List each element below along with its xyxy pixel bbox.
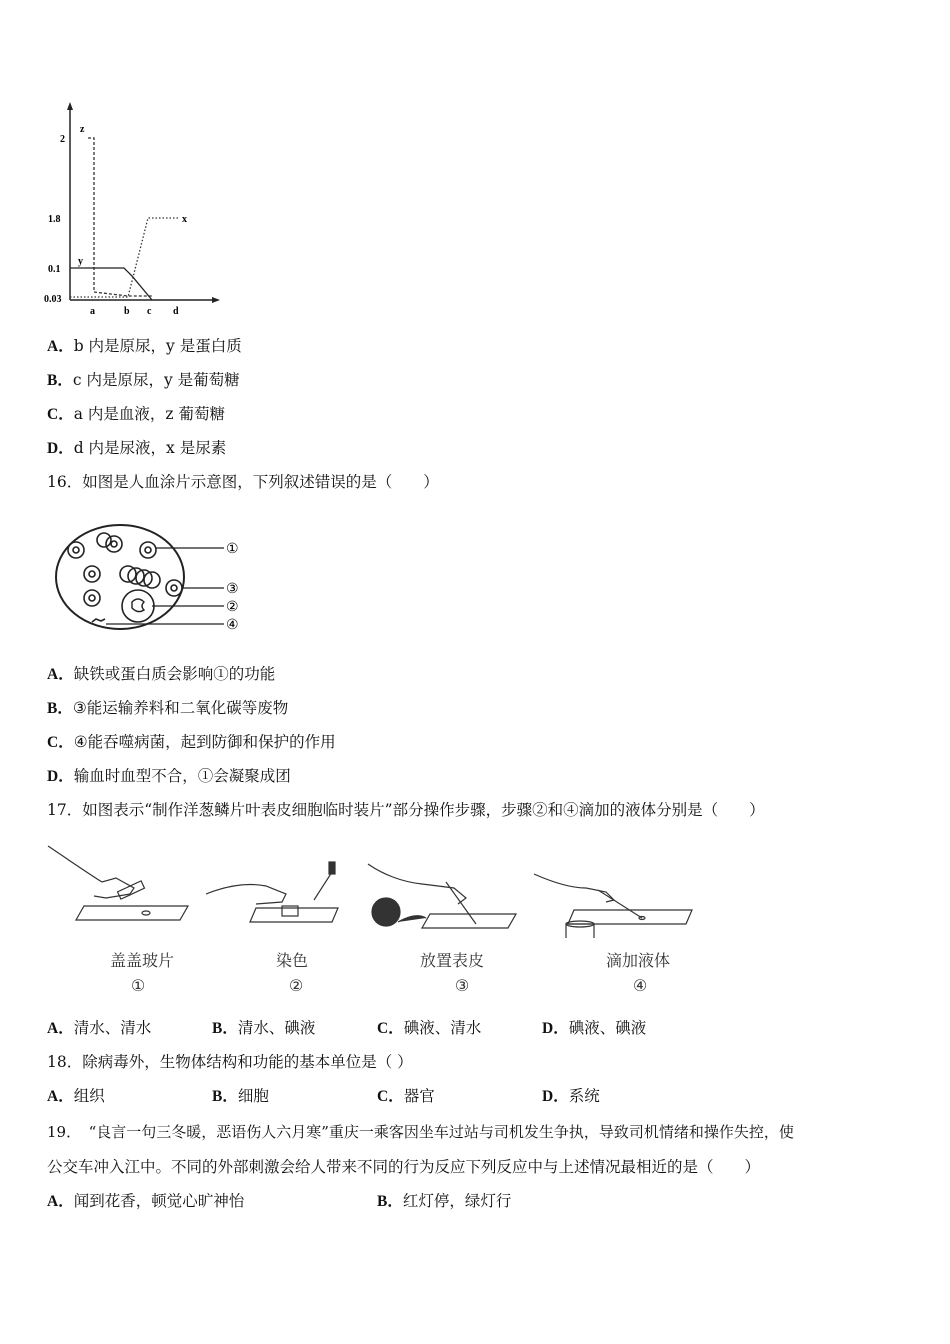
- step-4-illustration: [534, 874, 692, 938]
- step-1-name: 盖盖玻片: [109, 951, 174, 970]
- option-text: 器官: [403, 1087, 435, 1105]
- option-text: ③能运输养料和二氧化碳等废物: [72, 699, 289, 717]
- option-label: A．: [47, 1020, 74, 1037]
- q18-option-d: [542, 1086, 600, 1107]
- step-4-name: 滴加液体: [605, 951, 670, 970]
- y-tick: 0.1: [48, 264, 61, 275]
- q16-option-c: [47, 732, 336, 753]
- label-2: ②: [226, 600, 239, 615]
- option-label: B．: [47, 700, 73, 717]
- step-1-illustration: [48, 846, 188, 920]
- step-2-illustration: [206, 862, 338, 922]
- option-label: C．: [377, 1088, 404, 1105]
- option-text: c 内是原尿，y 是葡萄糖: [72, 371, 240, 389]
- option-label: B．: [212, 1088, 238, 1105]
- curve-label-y: y: [78, 256, 83, 267]
- curve-y: [70, 268, 152, 300]
- x-tick: b: [124, 306, 130, 317]
- option-label: C．: [377, 1020, 404, 1037]
- platelets: [92, 619, 105, 622]
- step-1-number: ①: [130, 976, 146, 995]
- x-axis-arrow: [212, 297, 220, 303]
- step-4-number: ④: [632, 976, 648, 995]
- option-text: b 内是原尿，y 是蛋白质: [73, 337, 242, 355]
- option-text: 清水、碘液: [237, 1019, 316, 1037]
- option-text: 清水、清水: [73, 1019, 152, 1037]
- option-text: 细胞: [237, 1087, 269, 1105]
- red-blood-cells: [68, 533, 182, 606]
- option-text: d 内是尿液，x 是尿素: [73, 439, 227, 457]
- q17-option-b: [212, 1018, 315, 1039]
- x-tick: c: [147, 306, 152, 317]
- slide-preparation-figure: [46, 838, 706, 938]
- curve-x: [70, 218, 180, 297]
- q16-stem: 16．如图是人血涂片示意图，下列叙述错误的是（ ）: [47, 473, 439, 491]
- step-2-number: ②: [288, 976, 304, 995]
- q17-option-d: [542, 1018, 646, 1039]
- q15-option-d: [47, 438, 226, 459]
- curve-label-x: x: [182, 214, 187, 225]
- option-text: 闻到花香，顿觉心旷神怡: [73, 1192, 245, 1210]
- y-tick: 0.03: [44, 294, 62, 305]
- q18-option-b: [212, 1086, 269, 1107]
- q17-option-a: [47, 1018, 151, 1039]
- option-label: D．: [47, 440, 74, 457]
- option-text: 系统: [568, 1087, 600, 1105]
- option-label: D．: [542, 1088, 569, 1105]
- q15-option-a: [47, 336, 242, 357]
- option-label: D．: [542, 1020, 569, 1037]
- q18-option-a: [47, 1086, 105, 1107]
- kidney-concentration-graph: [40, 100, 230, 320]
- q19-stem-line2: 公交车冲入江中。不同的外部刺激会给人带来不同的行为反应下列反应中与上述情况最相近的是（ ）: [47, 1158, 761, 1176]
- y-tick: 2: [60, 134, 65, 145]
- option-label: B．: [47, 372, 73, 389]
- option-text: 缺铁或蛋白质会影响①的功能: [73, 665, 276, 683]
- step-3-illustration: [368, 864, 516, 928]
- option-text: 组织: [73, 1087, 105, 1105]
- wbc-nucleus: [132, 599, 144, 612]
- y-axis-arrow: [67, 102, 73, 110]
- label-4: ④: [226, 618, 239, 633]
- option-label: C．: [47, 734, 74, 751]
- option-label: B．: [212, 1020, 238, 1037]
- label-3: ③: [226, 582, 239, 597]
- option-label: C．: [47, 406, 74, 423]
- q17-option-c: [377, 1018, 481, 1039]
- curve-label-z: z: [80, 124, 85, 135]
- option-label: B．: [377, 1193, 403, 1210]
- option-text: ④能吞噬病菌，起到防御和保护的作用: [73, 733, 336, 751]
- option-label: A．: [47, 666, 74, 683]
- q19-stem-line1: 19． “良言一句三冬暖，恶语伤人六月寒”重庆一乘客因坐车过站与司机发生争执，导致司机情绪和操作失控，使: [47, 1123, 794, 1141]
- x-tick: d: [173, 306, 179, 317]
- q15-option-b: [47, 370, 240, 391]
- option-text: 碘液、清水: [403, 1019, 482, 1037]
- option-text: a 内是血液，z 葡萄糖: [73, 405, 225, 423]
- q15-option-c: [47, 404, 225, 425]
- step-3-number: ③: [454, 976, 470, 995]
- step-2-name: 染色: [275, 951, 308, 970]
- q16-option-b: [47, 698, 288, 719]
- option-label: A．: [47, 1193, 74, 1210]
- q19-option-b: [377, 1191, 511, 1212]
- q18-option-c: [377, 1086, 435, 1107]
- step-3-name: 放置表皮: [419, 951, 484, 970]
- option-text: 输血时血型不合，①会凝聚成团: [73, 767, 291, 785]
- option-text: 碘液、碘液: [568, 1019, 647, 1037]
- label-1: ①: [226, 542, 239, 557]
- option-label: A．: [47, 1088, 74, 1105]
- option-label: D．: [47, 768, 74, 785]
- option-text: 红灯停，绿灯行: [402, 1192, 512, 1210]
- curve-z: [88, 138, 152, 296]
- q16-option-a: [47, 664, 275, 685]
- white-blood-cell: [122, 590, 154, 622]
- q18-stem: 18．除病毒外，生物体结构和功能的基本单位是（ ）: [47, 1053, 413, 1071]
- q17-stem: 17．如图表示“制作洋葱鳞片叶表皮细胞临时装片”部分操作步骤，步骤②和④滴加的液体分别是（ ）: [47, 801, 765, 819]
- x-tick: a: [90, 306, 95, 317]
- q19-option-a: [47, 1191, 244, 1212]
- option-label: A．: [47, 338, 74, 355]
- blood-smear-figure: [48, 522, 248, 637]
- q16-option-d: [47, 766, 291, 787]
- y-tick: 1.8: [48, 214, 61, 225]
